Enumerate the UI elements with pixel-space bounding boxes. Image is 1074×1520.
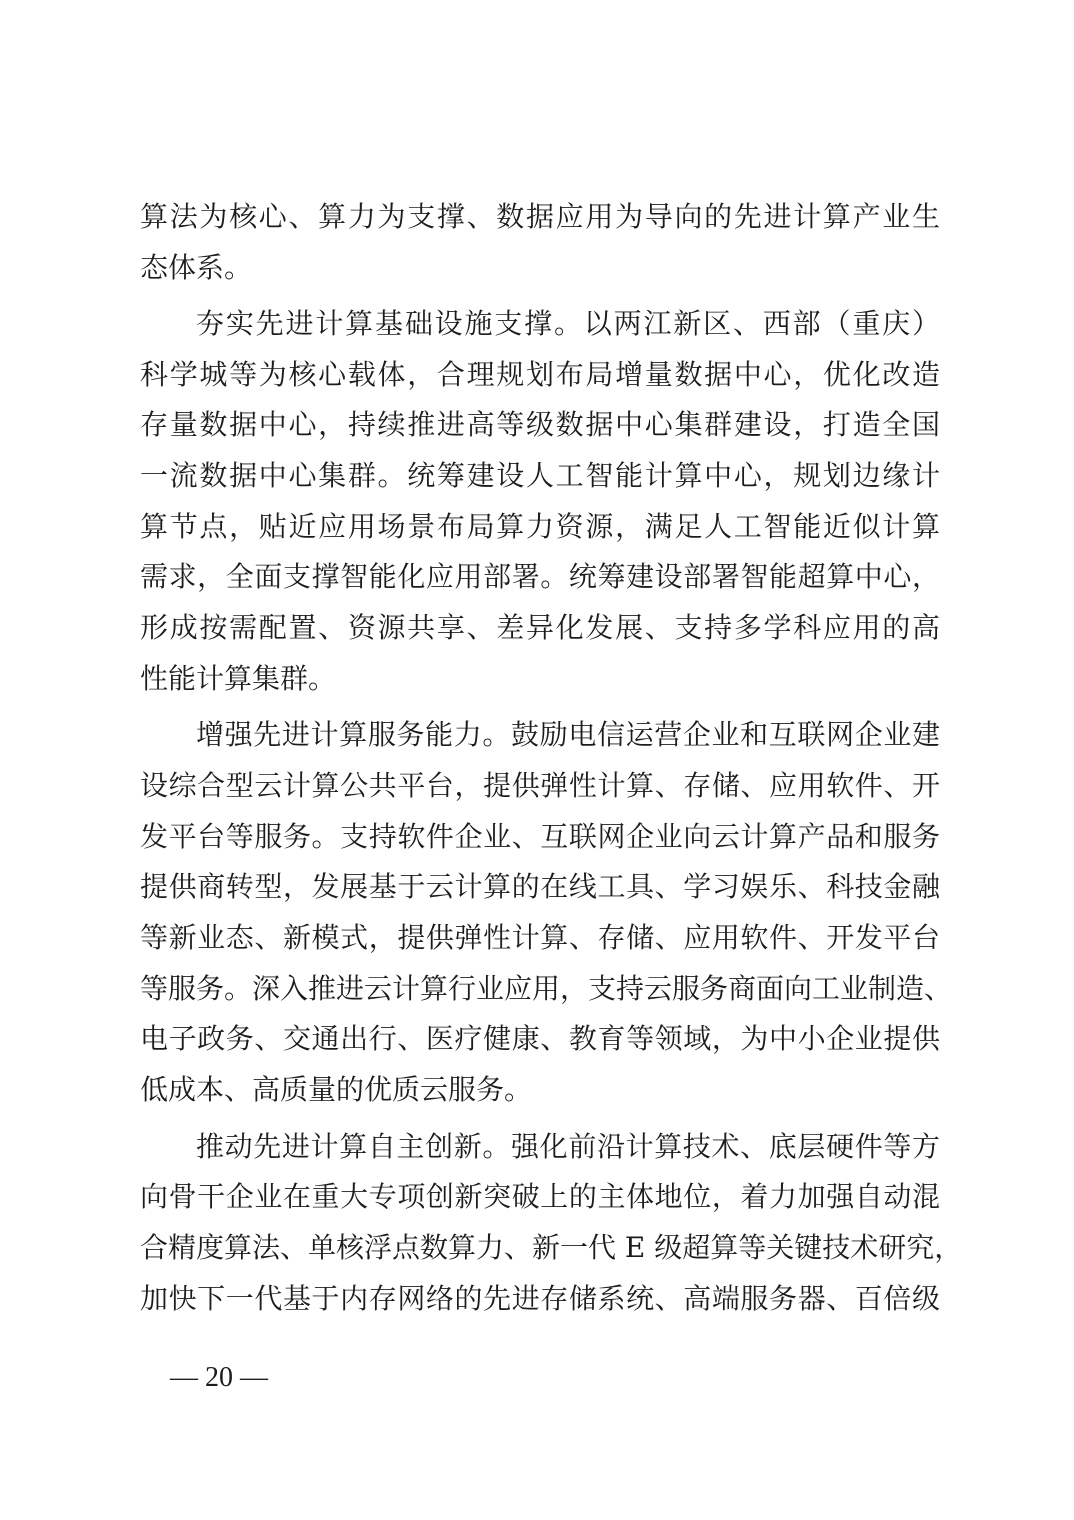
- paragraph-heading-services: 增强先进计算服务能力。鼓励电信运营企业和互联网企业建: [196, 718, 940, 751]
- text-line-8: 需求，全面支撑智能化应用部署。统筹建设部署智能超算中心，: [140, 560, 940, 593]
- text-line-21: 合精度算法、单核浮点数算力、新一代 E 级超算等关键技术研究，: [140, 1231, 963, 1264]
- text-line-22: 加快下一代基于内存网络的先进存储系统、高端服务器、百倍级: [140, 1282, 940, 1315]
- text-line-4: 科学城等为核心载体，合理规划布局增量数据中心，优化改造: [140, 358, 940, 391]
- text-line-18: 低成本、高质量的优质云服务。: [140, 1073, 533, 1106]
- paragraph-heading-innovation: 推动先进计算自主创新。强化前沿计算技术、底层硬件等方: [196, 1130, 940, 1163]
- paragraph-heading-infrastructure: 夯实先进计算基础设施支撑。以两江新区、西部（重庆）: [196, 307, 940, 340]
- page-number: — 20 —: [170, 1362, 268, 1393]
- text-line-9: 形成按需配置、资源共享、差异化发展、支持多学科应用的高: [140, 611, 940, 644]
- text-line-20: 向骨干企业在重大专项创新突破上的主体地位，着力加强自动混: [140, 1180, 940, 1213]
- text-line-2: 态体系。: [140, 251, 253, 284]
- text-line-10: 性能计算集群。: [140, 662, 337, 695]
- text-line-5: 存量数据中心，持续推进高等级数据中心集群建设，打造全国: [140, 408, 940, 441]
- text-line-12: 设综合型云计算公共平台，提供弹性计算、存储、应用软件、开: [140, 769, 940, 802]
- text-line-15: 等新业态、新模式，提供弹性计算、存储、应用软件、开发平台: [140, 921, 940, 954]
- text-line-17: 电子政务、交通出行、医疗健康、教育等领域，为中小企业提供: [140, 1022, 940, 1055]
- text-line-13: 发平台等服务。支持软件企业、互联网企业向云计算产品和服务: [140, 820, 940, 853]
- text-line-6: 一流数据中心集群。统筹建设人工智能计算中心，规划边缘计: [140, 459, 940, 492]
- text-line-1: 算法为核心、算力为支撑、数据应用为导向的先进计算产业生: [140, 200, 940, 233]
- text-line-14: 提供商转型，发展基于云计算的在线工具、学习娱乐、科技金融: [140, 870, 940, 903]
- text-line-16: 等服务。深入推进云计算行业应用，支持云服务商面向工业制造、: [140, 972, 953, 1005]
- text-line-7: 算节点，贴近应用场景布局算力资源，满足人工智能近似计算: [140, 510, 940, 543]
